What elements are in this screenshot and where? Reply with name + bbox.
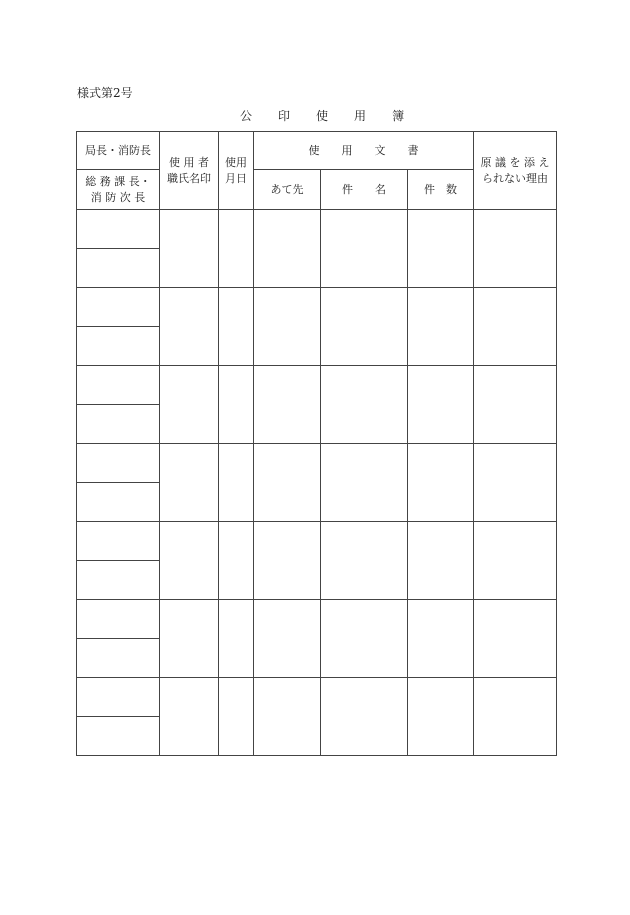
date-cell[interactable] <box>219 366 254 444</box>
user-cell[interactable] <box>160 366 219 444</box>
approver-bottom-cell[interactable] <box>77 405 160 444</box>
approver-top-cell[interactable] <box>77 678 160 717</box>
title-char: 印 <box>278 109 291 123</box>
addressee-cell[interactable] <box>254 522 321 600</box>
title-char: 使 <box>316 109 329 123</box>
header-approver-top: 局長・消防長 <box>77 132 160 170</box>
date-cell[interactable] <box>219 600 254 678</box>
header-date <box>219 132 254 210</box>
approver-top-cell[interactable] <box>77 444 160 483</box>
subject-cell[interactable] <box>321 288 408 366</box>
approver-bottom-cell[interactable] <box>77 249 160 288</box>
approver-top-cell[interactable] <box>77 210 160 249</box>
count-cell[interactable] <box>408 288 474 366</box>
approver-bottom-cell[interactable] <box>77 639 160 678</box>
ledger-body <box>77 210 557 756</box>
approver-top-cell[interactable] <box>77 600 160 639</box>
header-approver-bottom-line1: 総 務 課 長・ <box>85 174 151 188</box>
header-user <box>160 132 219 210</box>
title-char: 公 <box>240 109 253 123</box>
date-cell[interactable] <box>219 288 254 366</box>
user-cell[interactable] <box>160 678 219 756</box>
reason-cell[interactable] <box>474 210 557 288</box>
subject-cell[interactable] <box>321 366 408 444</box>
date-cell[interactable] <box>219 522 254 600</box>
header-subject: 件 名 <box>321 170 408 210</box>
addressee-cell[interactable] <box>254 678 321 756</box>
header-row-1 <box>77 132 557 170</box>
approver-top-cell[interactable] <box>77 522 160 561</box>
header-reason-line2: られない理由 <box>482 171 548 185</box>
header-approver-bottom-line2: 消 防 次 長 <box>90 190 146 204</box>
count-cell[interactable] <box>408 366 474 444</box>
approver-bottom-cell[interactable] <box>77 483 160 522</box>
form-title <box>240 107 430 124</box>
count-cell[interactable] <box>408 600 474 678</box>
reason-cell[interactable] <box>474 678 557 756</box>
header-count: 件 数 <box>408 170 474 210</box>
count-cell[interactable] <box>408 522 474 600</box>
table-row <box>77 444 557 483</box>
subject-cell[interactable] <box>321 210 408 288</box>
approver-bottom-cell[interactable] <box>77 327 160 366</box>
header-document-group: 使 用 文 書 <box>254 132 474 170</box>
header-user-line2: 職氏名印 <box>167 171 211 185</box>
seal-usage-table <box>76 131 557 756</box>
approver-bottom-cell[interactable] <box>77 561 160 600</box>
reason-cell[interactable] <box>474 522 557 600</box>
date-cell[interactable] <box>219 678 254 756</box>
header-approver-bottom <box>77 170 160 210</box>
subject-cell[interactable] <box>321 444 408 522</box>
count-cell[interactable] <box>408 678 474 756</box>
count-cell[interactable] <box>408 210 474 288</box>
table-row <box>77 522 557 561</box>
header-date-line1: 使用 <box>225 155 247 169</box>
reason-cell[interactable] <box>474 444 557 522</box>
header-user-line1: 使 用 者 <box>169 155 209 169</box>
title-char: 用 <box>354 109 367 123</box>
header-reason-line1: 原 議 を 添 え <box>480 155 550 169</box>
header-date-line2: 月日 <box>225 171 247 185</box>
addressee-cell[interactable] <box>254 210 321 288</box>
addressee-cell[interactable] <box>254 600 321 678</box>
table-row <box>77 600 557 639</box>
subject-cell[interactable] <box>321 600 408 678</box>
approver-top-cell[interactable] <box>77 288 160 327</box>
header-reason <box>474 132 557 210</box>
date-cell[interactable] <box>219 210 254 288</box>
subject-cell[interactable] <box>321 522 408 600</box>
user-cell[interactable] <box>160 288 219 366</box>
reason-cell[interactable] <box>474 288 557 366</box>
addressee-cell[interactable] <box>254 288 321 366</box>
form-number: 様式第2号 <box>77 86 133 100</box>
date-cell[interactable] <box>219 444 254 522</box>
table-row <box>77 288 557 327</box>
count-cell[interactable] <box>408 444 474 522</box>
subject-cell[interactable] <box>321 678 408 756</box>
header-addressee: あて先 <box>254 170 321 210</box>
addressee-cell[interactable] <box>254 444 321 522</box>
user-cell[interactable] <box>160 210 219 288</box>
table-row <box>77 210 557 249</box>
user-cell[interactable] <box>160 522 219 600</box>
title-char: 簿 <box>392 109 405 123</box>
addressee-cell[interactable] <box>254 366 321 444</box>
table-row <box>77 678 557 717</box>
reason-cell[interactable] <box>474 366 557 444</box>
table-row <box>77 366 557 405</box>
reason-cell[interactable] <box>474 600 557 678</box>
user-cell[interactable] <box>160 600 219 678</box>
approver-top-cell[interactable] <box>77 366 160 405</box>
approver-bottom-cell[interactable] <box>77 717 160 756</box>
user-cell[interactable] <box>160 444 219 522</box>
